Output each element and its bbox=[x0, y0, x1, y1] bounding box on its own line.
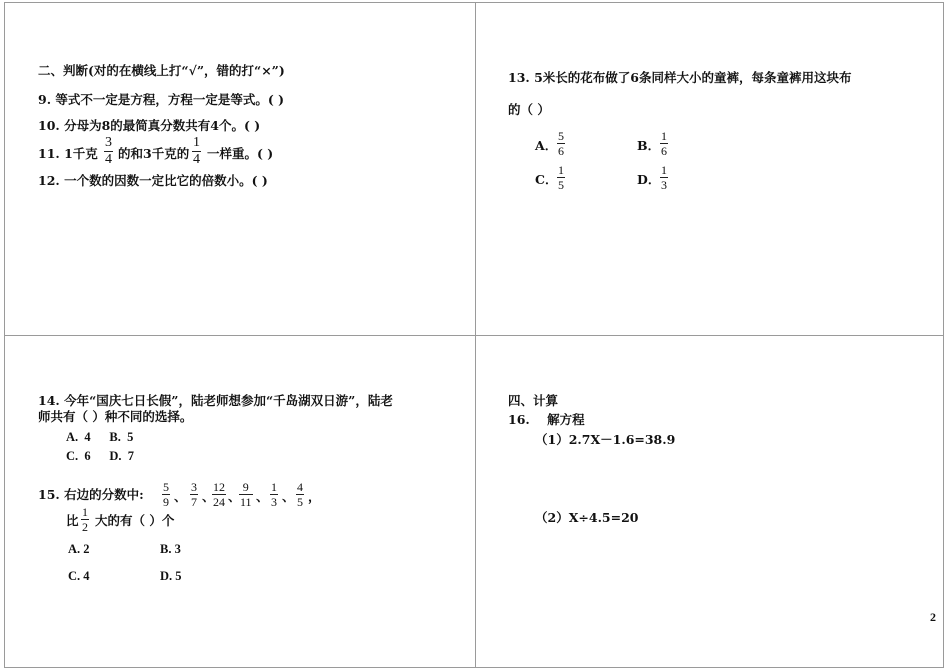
fraction-denominator: 3 bbox=[661, 178, 667, 192]
fraction-numerator: 1 bbox=[82, 505, 88, 519]
question-14-line-2: 师共有（ ）种不同的选择。 bbox=[38, 409, 193, 424]
question-15-option-b: B. 3 bbox=[160, 542, 181, 556]
question-14-line-1: 14. 今年“国庆七日长假”，陆老师想参加“千岛湖双日游”，陆老 bbox=[38, 393, 393, 408]
question-15-fraction bbox=[212, 481, 226, 508]
question-15-fraction bbox=[190, 481, 198, 508]
question-15-fraction bbox=[296, 481, 304, 508]
fraction-denominator: 3 bbox=[271, 495, 277, 509]
option-d-fraction bbox=[660, 164, 668, 191]
page-number: 2 bbox=[930, 610, 936, 624]
question-15-fraction bbox=[239, 481, 253, 508]
question-11-part-b: 的和3千克的 bbox=[118, 146, 190, 161]
fraction-denominator: 5 bbox=[558, 178, 564, 192]
fraction-1-2 bbox=[81, 506, 89, 533]
fraction-1-4 bbox=[192, 136, 201, 167]
question-9: 9. 等式不一定是方程，方程一定是等式。( ) bbox=[38, 92, 285, 107]
section-two-heading: 二、判断(对的在横线上打“√”，错的打“×”) bbox=[38, 63, 285, 78]
fraction-denominator: 11 bbox=[240, 495, 252, 509]
option-b-label: B． bbox=[637, 138, 661, 153]
option-c-fraction bbox=[557, 164, 565, 191]
fraction-3-4 bbox=[104, 136, 113, 167]
question-15-option-a: A. 2 bbox=[68, 542, 90, 556]
question-13-line-2: 的（ ） bbox=[508, 102, 550, 117]
fraction-numerator: 4 bbox=[297, 480, 303, 494]
question-15-lead: 15. 右边的分数中: bbox=[38, 487, 144, 502]
question-15-fraction bbox=[162, 481, 170, 508]
fraction-numerator: 1 bbox=[661, 163, 667, 177]
option-b-fraction bbox=[660, 130, 668, 157]
question-15-fraction bbox=[270, 481, 278, 508]
question-13-line-1: 13. 5米长的花布做了6条同样大小的童裤，每条童裤用这块布 bbox=[508, 70, 852, 85]
fraction-denominator: 4 bbox=[193, 152, 200, 167]
fraction-numerator: 5 bbox=[558, 129, 564, 143]
fraction-numerator: 1 bbox=[558, 163, 564, 177]
fraction-numerator: 5 bbox=[163, 480, 169, 494]
question-15-list-separator: 、 bbox=[228, 489, 241, 504]
fraction-numerator: 3 bbox=[191, 480, 197, 494]
question-11-part-c: 一样重。( ) bbox=[207, 146, 274, 161]
equation-2: （2）X÷4.5=20 bbox=[535, 510, 639, 525]
fraction-denominator: 2 bbox=[82, 520, 88, 534]
fraction-numerator: 1 bbox=[661, 129, 667, 143]
fraction-denominator: 6 bbox=[558, 144, 564, 158]
question-15-option-c: C. 4 bbox=[68, 569, 90, 583]
question-15-line-2-a: 比 bbox=[66, 513, 79, 528]
question-15-list-separator: 、 bbox=[174, 489, 187, 504]
question-14-options-row-2: C. 6 D. 7 bbox=[66, 449, 135, 463]
option-a-label: A． bbox=[535, 138, 558, 153]
question-16-title: 16. 解方程 bbox=[508, 412, 585, 427]
fraction-denominator: 24 bbox=[213, 495, 225, 509]
question-15-list-separator: 、 bbox=[256, 489, 269, 504]
fraction-denominator: 6 bbox=[661, 144, 667, 158]
fraction-denominator: 9 bbox=[163, 495, 169, 509]
fraction-numerator: 12 bbox=[213, 480, 225, 494]
fraction-numerator: 3 bbox=[105, 135, 112, 150]
option-c-label: C． bbox=[535, 172, 558, 187]
option-a-fraction bbox=[557, 130, 565, 157]
equation-1: （1）2.7X－1.6=38.9 bbox=[535, 432, 676, 447]
fraction-numerator: 9 bbox=[242, 480, 249, 494]
question-15-list-separator: 、 bbox=[202, 489, 215, 504]
question-12: 12. 一个数的因数一定比它的倍数小。( ) bbox=[38, 173, 268, 188]
question-15-list-separator: 、 bbox=[282, 489, 295, 504]
option-d-label: D． bbox=[637, 172, 661, 187]
fraction-denominator: 7 bbox=[191, 495, 197, 509]
fraction-denominator: 5 bbox=[297, 495, 303, 509]
horizontal-divider bbox=[4, 335, 944, 336]
question-15-option-d: D. 5 bbox=[160, 569, 182, 583]
fraction-numerator: 1 bbox=[271, 480, 277, 494]
question-11-part-a: 11. 1千克 bbox=[38, 146, 98, 161]
question-14-options-row-1: A. 4 B. 5 bbox=[66, 430, 134, 444]
question-15-list-end-punct: ， bbox=[308, 489, 321, 504]
section-four-heading: 四、计算 bbox=[508, 393, 559, 408]
question-15-line-2-b: 大的有（ ）个 bbox=[95, 513, 175, 528]
fraction-numerator: 1 bbox=[193, 135, 200, 150]
question-10: 10. 分母为8的最简真分数共有4个。( ) bbox=[38, 118, 261, 133]
fraction-denominator: 4 bbox=[105, 152, 112, 167]
